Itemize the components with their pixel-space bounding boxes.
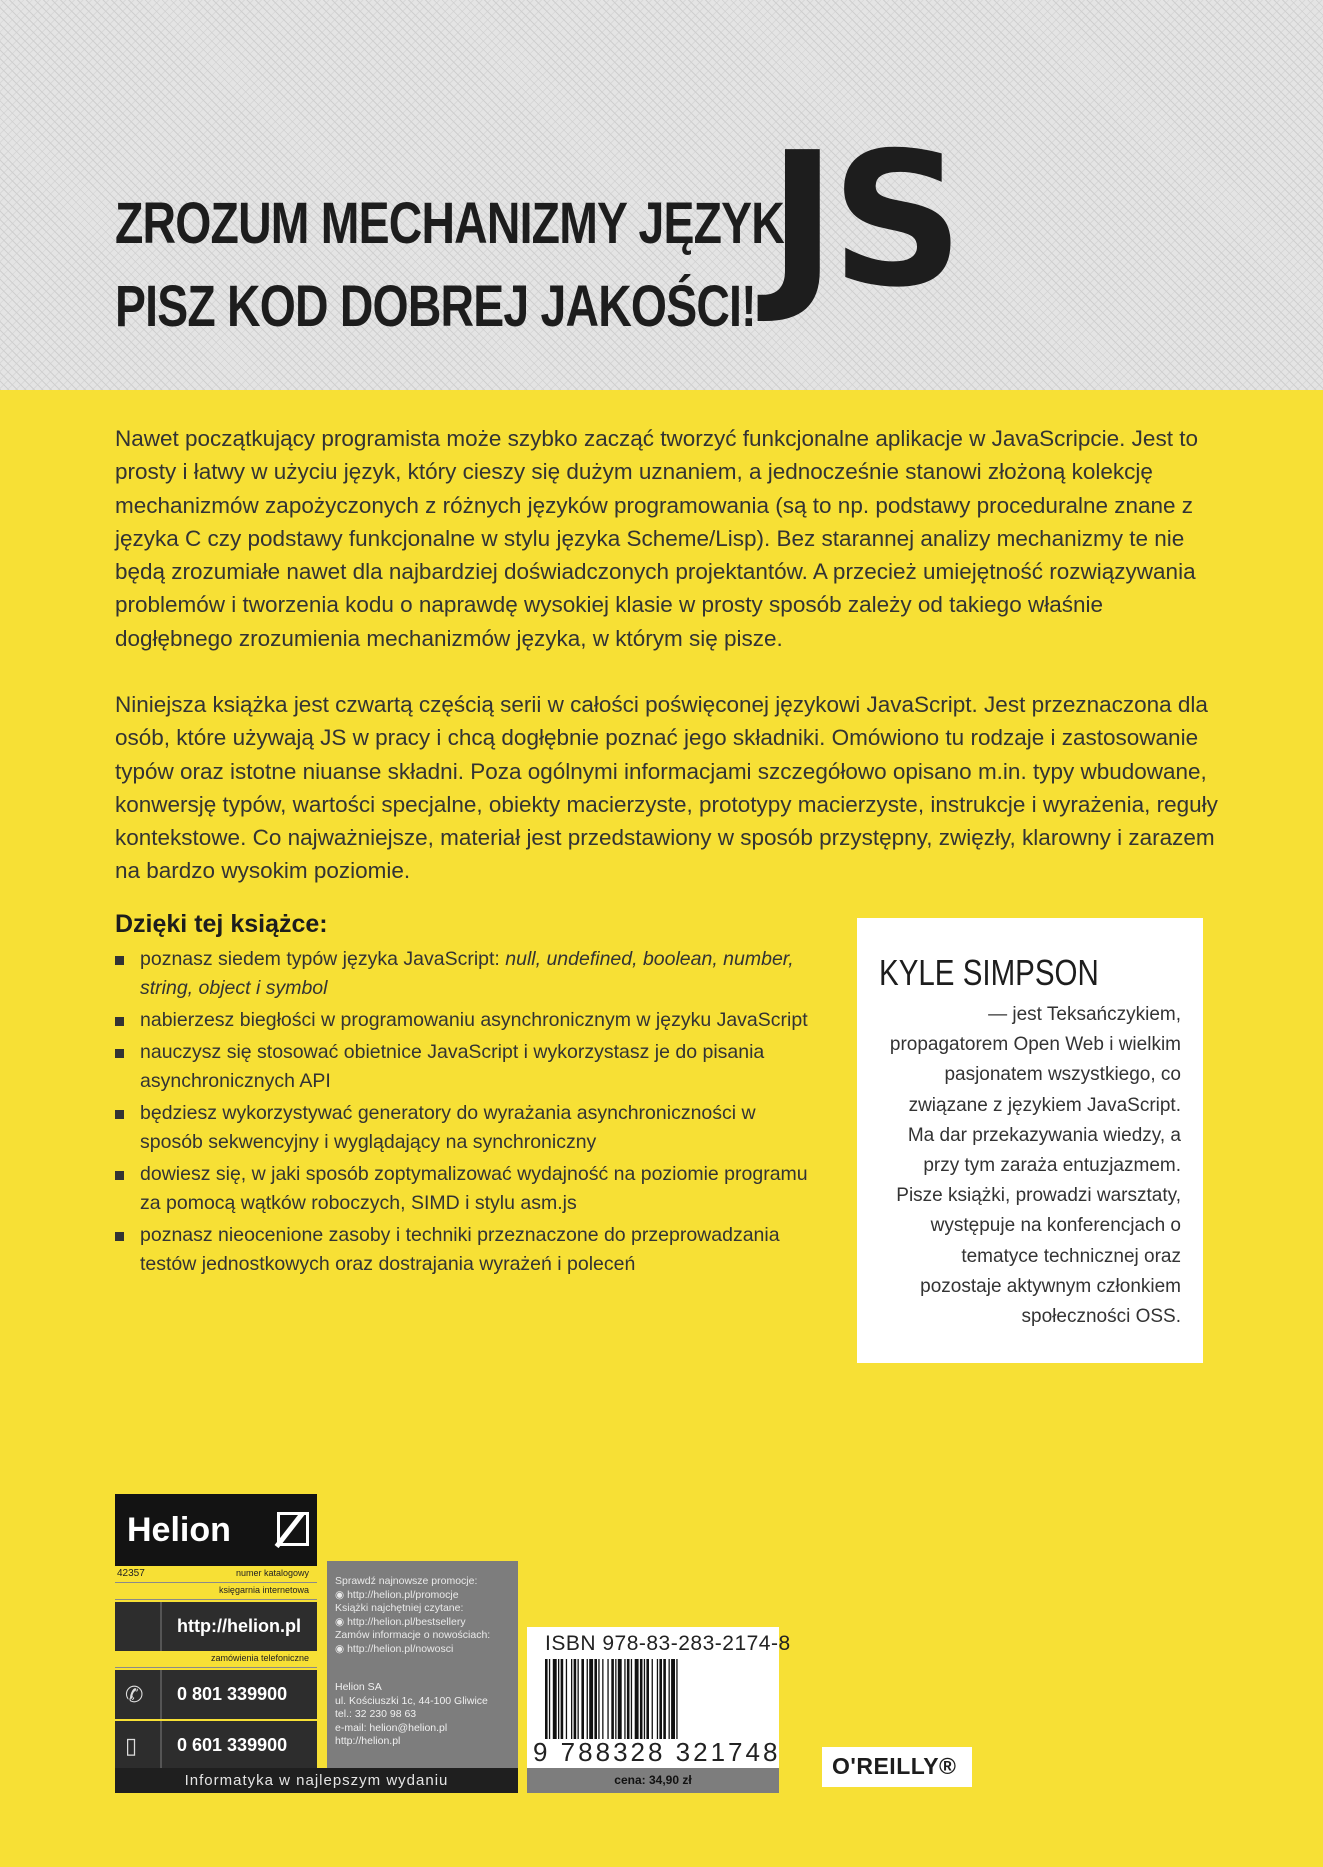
- headline-line-1: ZROZUM MECHANIZMY JĘZYKA: [115, 191, 817, 256]
- benefit-types: null, undefined, boolean, number, string, object i symbol: [140, 948, 794, 999]
- isbn-box: [527, 1627, 791, 1769]
- benefit-item: [115, 1099, 815, 1157]
- landline-row: [115, 1670, 317, 1719]
- publisher-address: [335, 1681, 488, 1749]
- catalog-label: numer katalogowy: [235, 1568, 309, 1578]
- mobile-number: 0 601 339900: [177, 1735, 288, 1755]
- bullet-icon: [115, 1049, 124, 1058]
- benefits-title: Dzięki tej książce:: [115, 910, 328, 938]
- description-paragraph-1: Nawet początkujący programista może szybko zacząć tworzyć funkcjonalne aplikacje w JavaScripcie. Jest to prosty i łatwy w użyciu język, który cieszy się dużym uznaniem, a jednocześnie stanowi złożoną kolekcję mechanizmów zapożyczonych z różnych języków programowania (są to np. podstawy proceduralne znane z języka C czy podstawy funkcjonalne w stylu języka Scheme/Lisp). Bez starannej analizy mechanizmy te nie będą zrozumiałe nawet dla najbardziej doświadczonych projektantów. A przecież umiejętność rozwiązywania problemów i tworzenia kodu o naprawdę wysokiej klasie w prosty sposób zależy od takiego właśnie dogłębnego zrozumienia mechanizmów języka, w którym się pisze.: [115, 426, 1198, 651]
- description-paragraph-2: Niniejsza książka jest czwartą częścią serii w całości poświęconej językowi JavaScript. Jest przeznaczona dla osób, które używają JS w pracy i chcą dogłębnie poznać jego składniki. Omówiono tu rodzaje i zastosowanie typów oraz istotne niuanse składni. Poza ogólnymi informacjami szczegółowo opisano m.in. typy wbudowane, konwersję typów, wartości specjalne, obiekty macierzyste, prototypy macierzyste, instrukcje i wyrażenia, reguły kontekstowe. Co najważniejsze, materiał jest przedstawiony w sposób przystępny, zwięzły, klarowny i zarazem na bardzo wysokim poziomie.: [115, 692, 1218, 884]
- publisher-tagline: Informatyka w najlepszym wydaniu: [115, 1768, 518, 1793]
- address-line: tel.: 32 230 98 63: [335, 1708, 417, 1720]
- promo-box: [327, 1561, 518, 1793]
- promo-line: ◉ http://helion.pl/bestsellery: [335, 1615, 466, 1628]
- helion-logo: [115, 1494, 317, 1566]
- price-label: cena: 34,90 zł: [527, 1768, 779, 1793]
- bullet-icon: [115, 1110, 124, 1119]
- mobile-phone-icon: ▯: [125, 1733, 138, 1758]
- benefit-item: [115, 945, 815, 1003]
- bullet-icon: [115, 1017, 124, 1026]
- catalog-number: 42357: [117, 1568, 145, 1579]
- barcode-digits: 9 788328 321748: [533, 1737, 781, 1767]
- benefit-item: [115, 1038, 815, 1096]
- promo-line: Zamów informacje o nowościach:: [335, 1629, 491, 1641]
- headline-line-2: PISZ KOD DOBREJ JAKOŚCI!: [115, 274, 756, 339]
- mobile-row: [115, 1721, 317, 1770]
- address-line: ul. Kościuszki 1c, 44-100 Gliwice: [335, 1694, 488, 1707]
- bullet-icon: [115, 1171, 124, 1180]
- benefit-item: [115, 1006, 815, 1035]
- bookstore-label: księgarnia internetowa: [218, 1585, 309, 1595]
- bullet-icon: [115, 1232, 124, 1241]
- landline-number: 0 801 339900: [177, 1684, 288, 1704]
- oreilly-logo: [822, 1747, 972, 1787]
- benefit-item: [115, 1221, 815, 1279]
- catalog-row: [115, 1566, 317, 1583]
- bullet-icon: [115, 956, 124, 965]
- promo-line: ◉ http://helion.pl/promocje: [335, 1588, 459, 1601]
- website-row: [115, 1602, 317, 1651]
- promo-line: Sprawdź najnowsze promocje:: [335, 1575, 478, 1587]
- address-line: Helion SA: [335, 1681, 382, 1693]
- author-box: [857, 918, 1203, 1363]
- benefit-text: nabierzesz biegłości w programowaniu asynchronicznym w języku JavaScript: [140, 1009, 808, 1031]
- phone-orders-row: [115, 1651, 317, 1668]
- promo-line: Książki najchętniej czytane:: [335, 1602, 464, 1614]
- phone-icon: ✆: [125, 1682, 144, 1707]
- helion-logo-text: Helion: [127, 1511, 231, 1549]
- author-name: KYLE SIMPSON: [879, 952, 1099, 993]
- address-line: http://helion.pl: [335, 1735, 401, 1747]
- benefit-text: poznasz siedem typów języka JavaScript:: [140, 948, 506, 970]
- barcode: [545, 1659, 761, 1739]
- benefit-text: będziesz wykorzystywać generatory do wyrażania asynchroniczności w sposób sekwencyjny i wyglądający na synchroniczny: [140, 1102, 756, 1153]
- promo-line: ◉ http://helion.pl/nowosci: [335, 1642, 454, 1655]
- benefit-item: [115, 1160, 815, 1218]
- website-url: http://helion.pl: [177, 1616, 301, 1636]
- benefits-list: [115, 945, 815, 1282]
- benefit-text: dowiesz się, w jaki sposób zoptymalizować wydajność na poziomie programu za pomocą wątków roboczych, SIMD i stylu asm.js: [140, 1163, 808, 1214]
- js-mark: JS: [768, 112, 959, 328]
- publisher-info-grid: [115, 1566, 317, 1770]
- benefit-text: poznasz nieocenione zasoby i techniki przeznaczone do przeprowadzania testów jednostkowych oraz dostrajania wyrażeń i poleceń: [140, 1224, 780, 1275]
- bookstore-row: [115, 1583, 317, 1600]
- helion-mark-icon: [277, 1512, 309, 1546]
- benefit-text: nauczysz się stosować obietnice JavaScript i wykorzystasz je do pisania asynchronicznych API: [140, 1041, 765, 1092]
- author-bio: — jest Teksańczykiem, propagatorem Open Web i wielkim pasjonatem wszystkiego, co związane z językiem JavaScript. Ma dar przekazywania wiedzy, a przy tym zaraża entuzjazmem. Pisze książki, prowadzi warsztaty, występuje na konferencjach o tematyce technicznej oraz pozostaje aktywnym członkiem społeczności OSS.: [889, 1004, 1181, 1328]
- address-line: e-mail: helion@helion.pl: [335, 1721, 448, 1734]
- oreilly-logo-text: O'REILLY®: [832, 1753, 957, 1779]
- phone-orders-label: zamówienia telefoniczne: [210, 1653, 309, 1663]
- isbn-label: ISBN 978-83-283-2174-8: [545, 1632, 791, 1655]
